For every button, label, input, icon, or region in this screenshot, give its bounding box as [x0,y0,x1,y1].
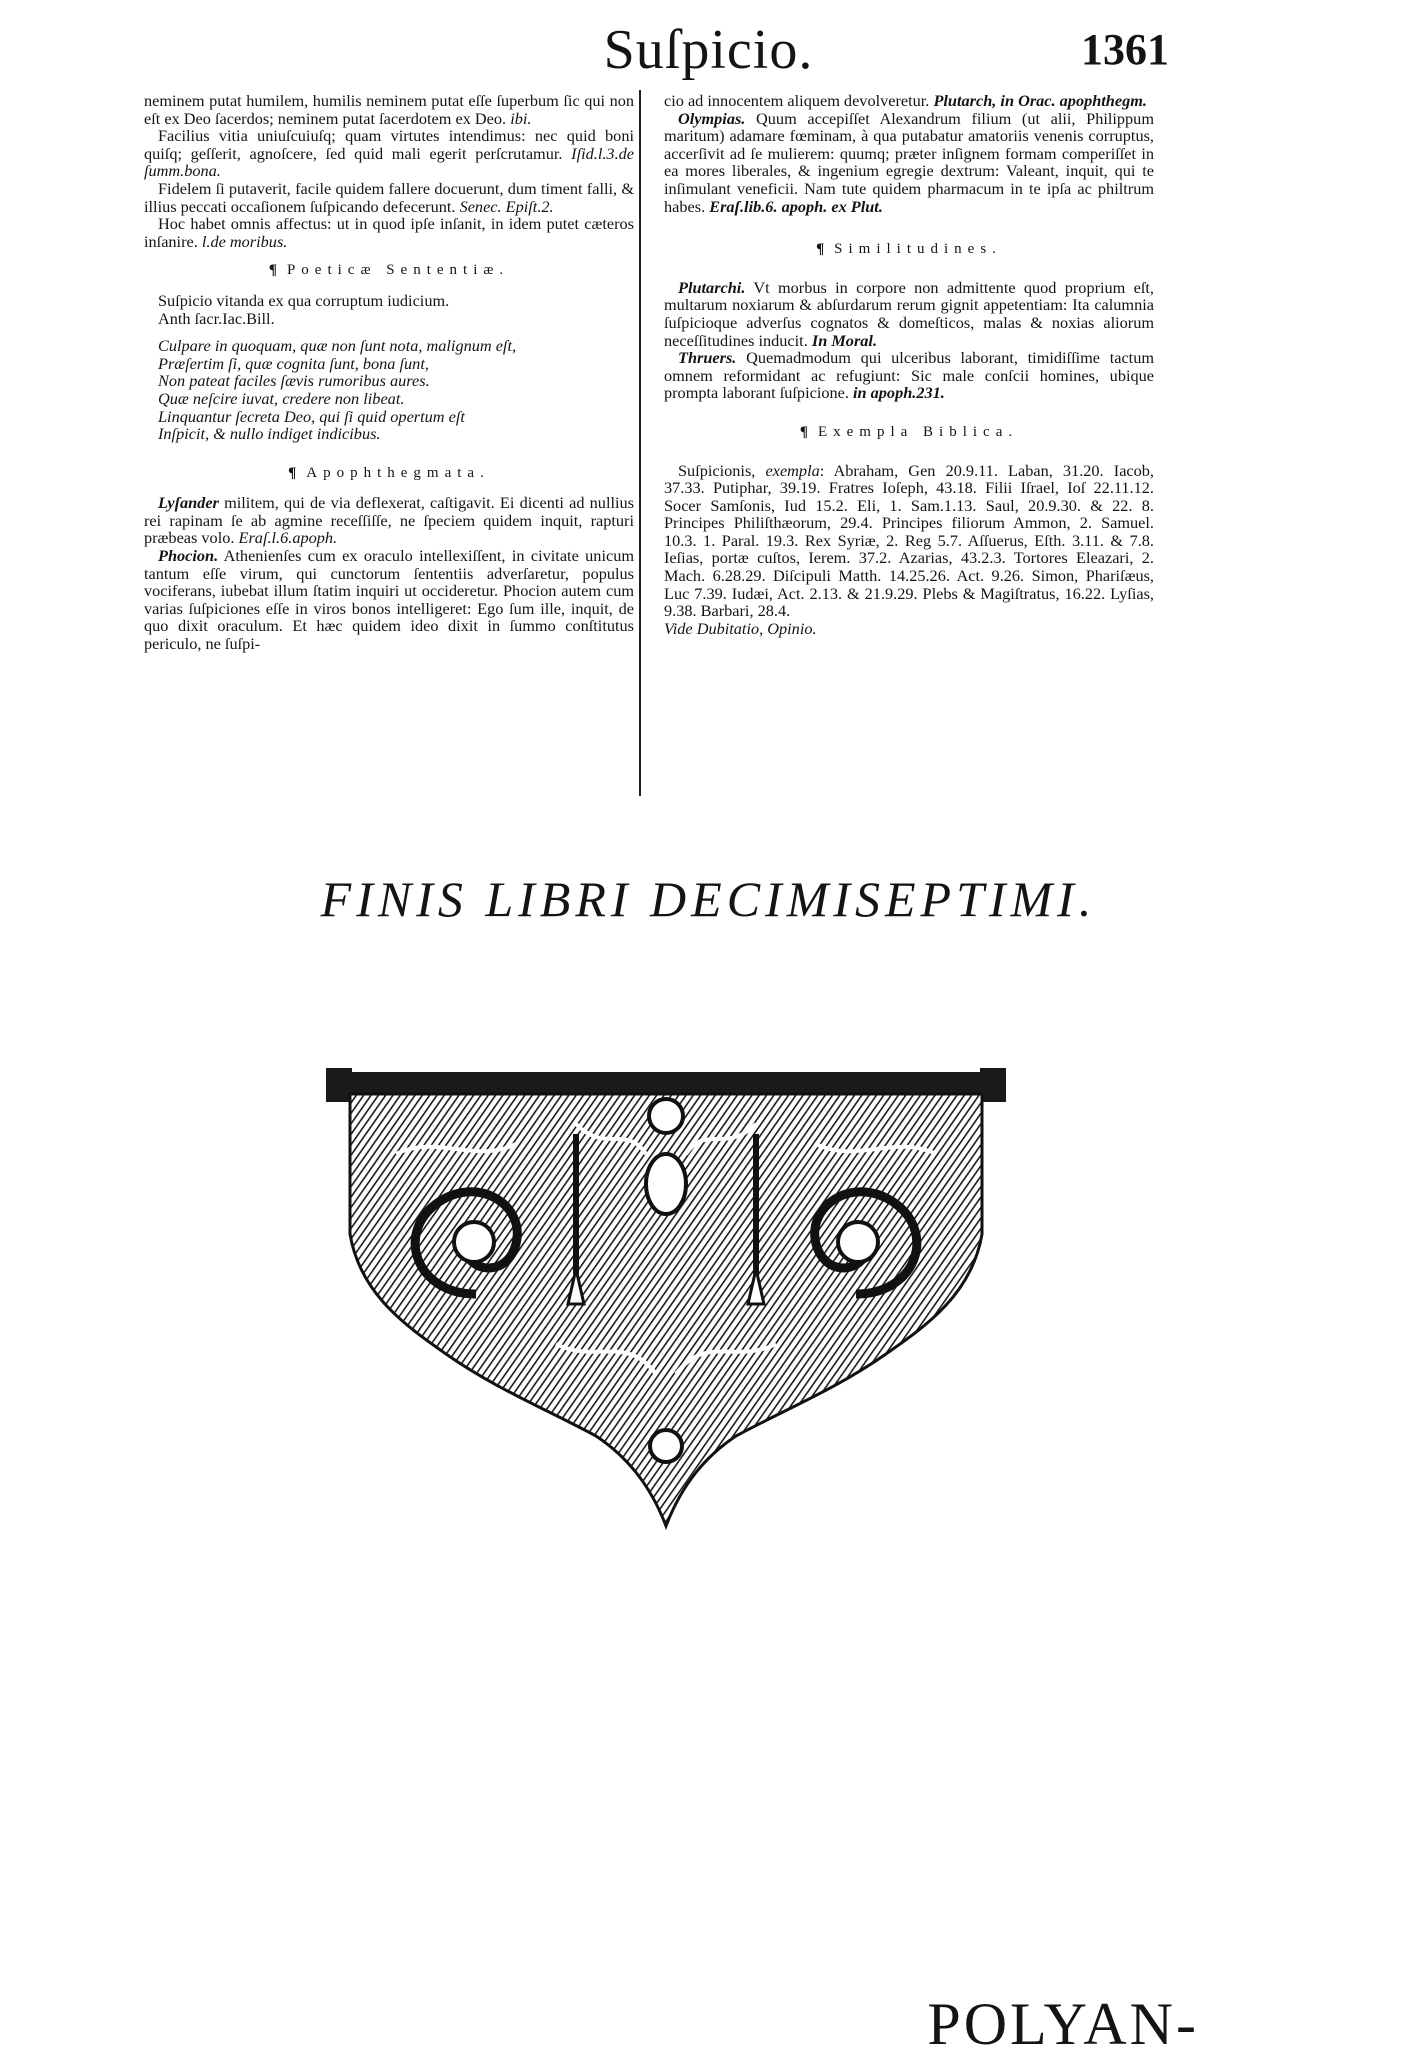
paragraph: Thruers. Quemadmodum qui ulceribus laborant, timidiſſime tactum omnem reformidant ac refugiunt: Sic male conſcii homines, ubique prompta laborant ſuſpicione. in apoph.231. [664,348,1154,403]
section-heading: ¶ Exempla Biblica. [799,423,1019,440]
page-title: Suſpicio. [603,19,814,81]
paragraph: Olympias. Quum accepiſſet Alexandrum filium (ut alii, Philippum maritum) adamare fœminam, à qua putabatur amatoriis venenis corruptus, accerſivit ad ſe mulierem: quumq; præter inſignem formam comperiſſet in ea mores liberales, & ingenium egregie dextrum: Valeant, inquit, qui te inſimulant veneficii. Nam tute quidem pharmacum in te ipſa ac philtrum habes. Eraſ.lib.6. apoph. ex Plut. [664,108,1154,216]
verse-line: Non pateat faciles ſævis rumoribus aures. [158,371,430,391]
paragraph: Fidelem ſi putaverit, facile quidem fallere docuerunt, dum timent falli, & illius peccati occaſionem ſuſpicando defecerunt. Senec. Epiſt.2. [144,178,634,216]
paragraph: Facilius vitia uniuſcuiuſq; quam virtutes intendimus: nec quid boni quiſq; geſſerit, agnoſcere, ſed quid mali egerit perſcrutamur. Iſid.l.3.de ſumm.bona. [144,126,635,181]
paragraph: Lyſander militem, qui de via deflexerat, caſtigavit. Ei dicenti ad nullius rei rapinam ſe ab agmine receſſiſſe, ne ſpeciem quidem inquit, rapturi præbeas volo. Eraſ.l.6.apoph. [144,493,634,548]
verse-line: Quæ neſcire iuvat, credere non libeat. [158,388,405,408]
paragraph: neminem putat humilem, humilis neminem putat eſſe ſuperbum ſic qui non eſt ex Deo ſacerdos; neminem putat ſacerdotem ex Deo. ibi. [144,91,634,128]
cross-reference: Vide Dubitatio, Opinio. [664,618,817,638]
paragraph: Plutarchi. Vt morbus in corpore non admittente quod proprium eſt, multarum noxiarum & abſurdarum rerum gignit appetentiam: Ita calumnia ſuſpicioque adverſus cognatos & domeſticos, malas & noxias aliorum neceſſitudines inducit. In Moral. [664,277,1154,350]
paragraph: Phocion. Athenienſes cum ex oraculo intellexiſſent, in civitate unicum tantum eſſe virum, qui cunctorum ſententiis adverſaretur, populus vociferans, iubebat illum ſtatim inquiri ut occideretur. Phocion autem cum varias ſuſpiciones eſſe in viros bonos intelligeret: Ego ſum ille, inquit, de quo dixit oraculum. Et hæc quidem ideo dixit in ſummo conſtitutus periculo, ne ſuſpi- [144,546,634,654]
verse-line: Præſertim ſi, quæ cognita ſunt, bona ſunt, [158,353,429,373]
section-heading: ¶ Apophthegmata. [288,464,490,481]
verse-line: Culpare in quoquam, quæ non ſunt nota, malignum eſt, [158,336,517,356]
paragraph: Hoc habet omnis affectus: ut in quod ipſe inſanit, in idem putet cæteros inſanire. l.de moribus. [144,214,634,251]
verse-line: Inſpicit, & nullo indiget indicibus. [158,424,381,444]
engraved-tailpiece-ornament [326,1064,1006,1534]
verse-reference: Anth ſacr.Iac.Bill. [158,308,275,328]
page-number: 1361 [1081,25,1169,74]
left-column [144,92,634,653]
paragraph: cio ad innocentem aliquem devolveretur. Plutarch, in Orac. apophthegm. [664,91,1147,110]
finis-line: FINIS LIBRI DECIMISEPTIMI. [320,871,1097,927]
verse-line: Linquantur ſecreta Deo, qui ſi quid opertum eſt [158,406,465,426]
verse-line: Suſpicio vitanda ex qua corruptum iudicium. [158,290,450,310]
catchword: POLYAN- [927,1991,1199,2057]
section-heading: ¶ Poeticæ Sententiæ. [268,262,510,279]
paragraph: Suſpicionis, exempla: Abraham, Gen 20.9.11. Laban, 31.20. Iacob, 37.33. Putiphar, 39.19. Fratres Ioſeph, 43.18. Filii Iſrael, Ioſ 22.11.12. Socer Samſonis, Iud 15.2. Eli, 1. Sam.1.13. Saul, 20.9.30. & 22. 8. Principes Philiſthæorum, 29.4. Principes filiorum Ammon, 2. Samuel. 10.3. 1. Paral. 19.3. Rex Syriæ, 2. Reg 5.7. Aſſuerus, Eſth. 3.11. & 7.8. Ieſias, portæ cuſtos, Ierem. 37.2. Azarias, 43.2.3. Tortores Eleazari, 2. Mach. 6.28.29. Diſcipuli Matth. 14.25.26. Act. 9.26. Simon, Phariſæus, Luc 7.39. Iudæi, Act. 2.13. & 21.9.29. Plebs & Magiſtratus, 16.22. Lyſias, 9.38. Barbari, 28.4. [664,460,1154,621]
section-heading: ¶ Similitudines. [816,241,1002,258]
column-divider [639,90,641,796]
right-column [664,92,1154,637]
